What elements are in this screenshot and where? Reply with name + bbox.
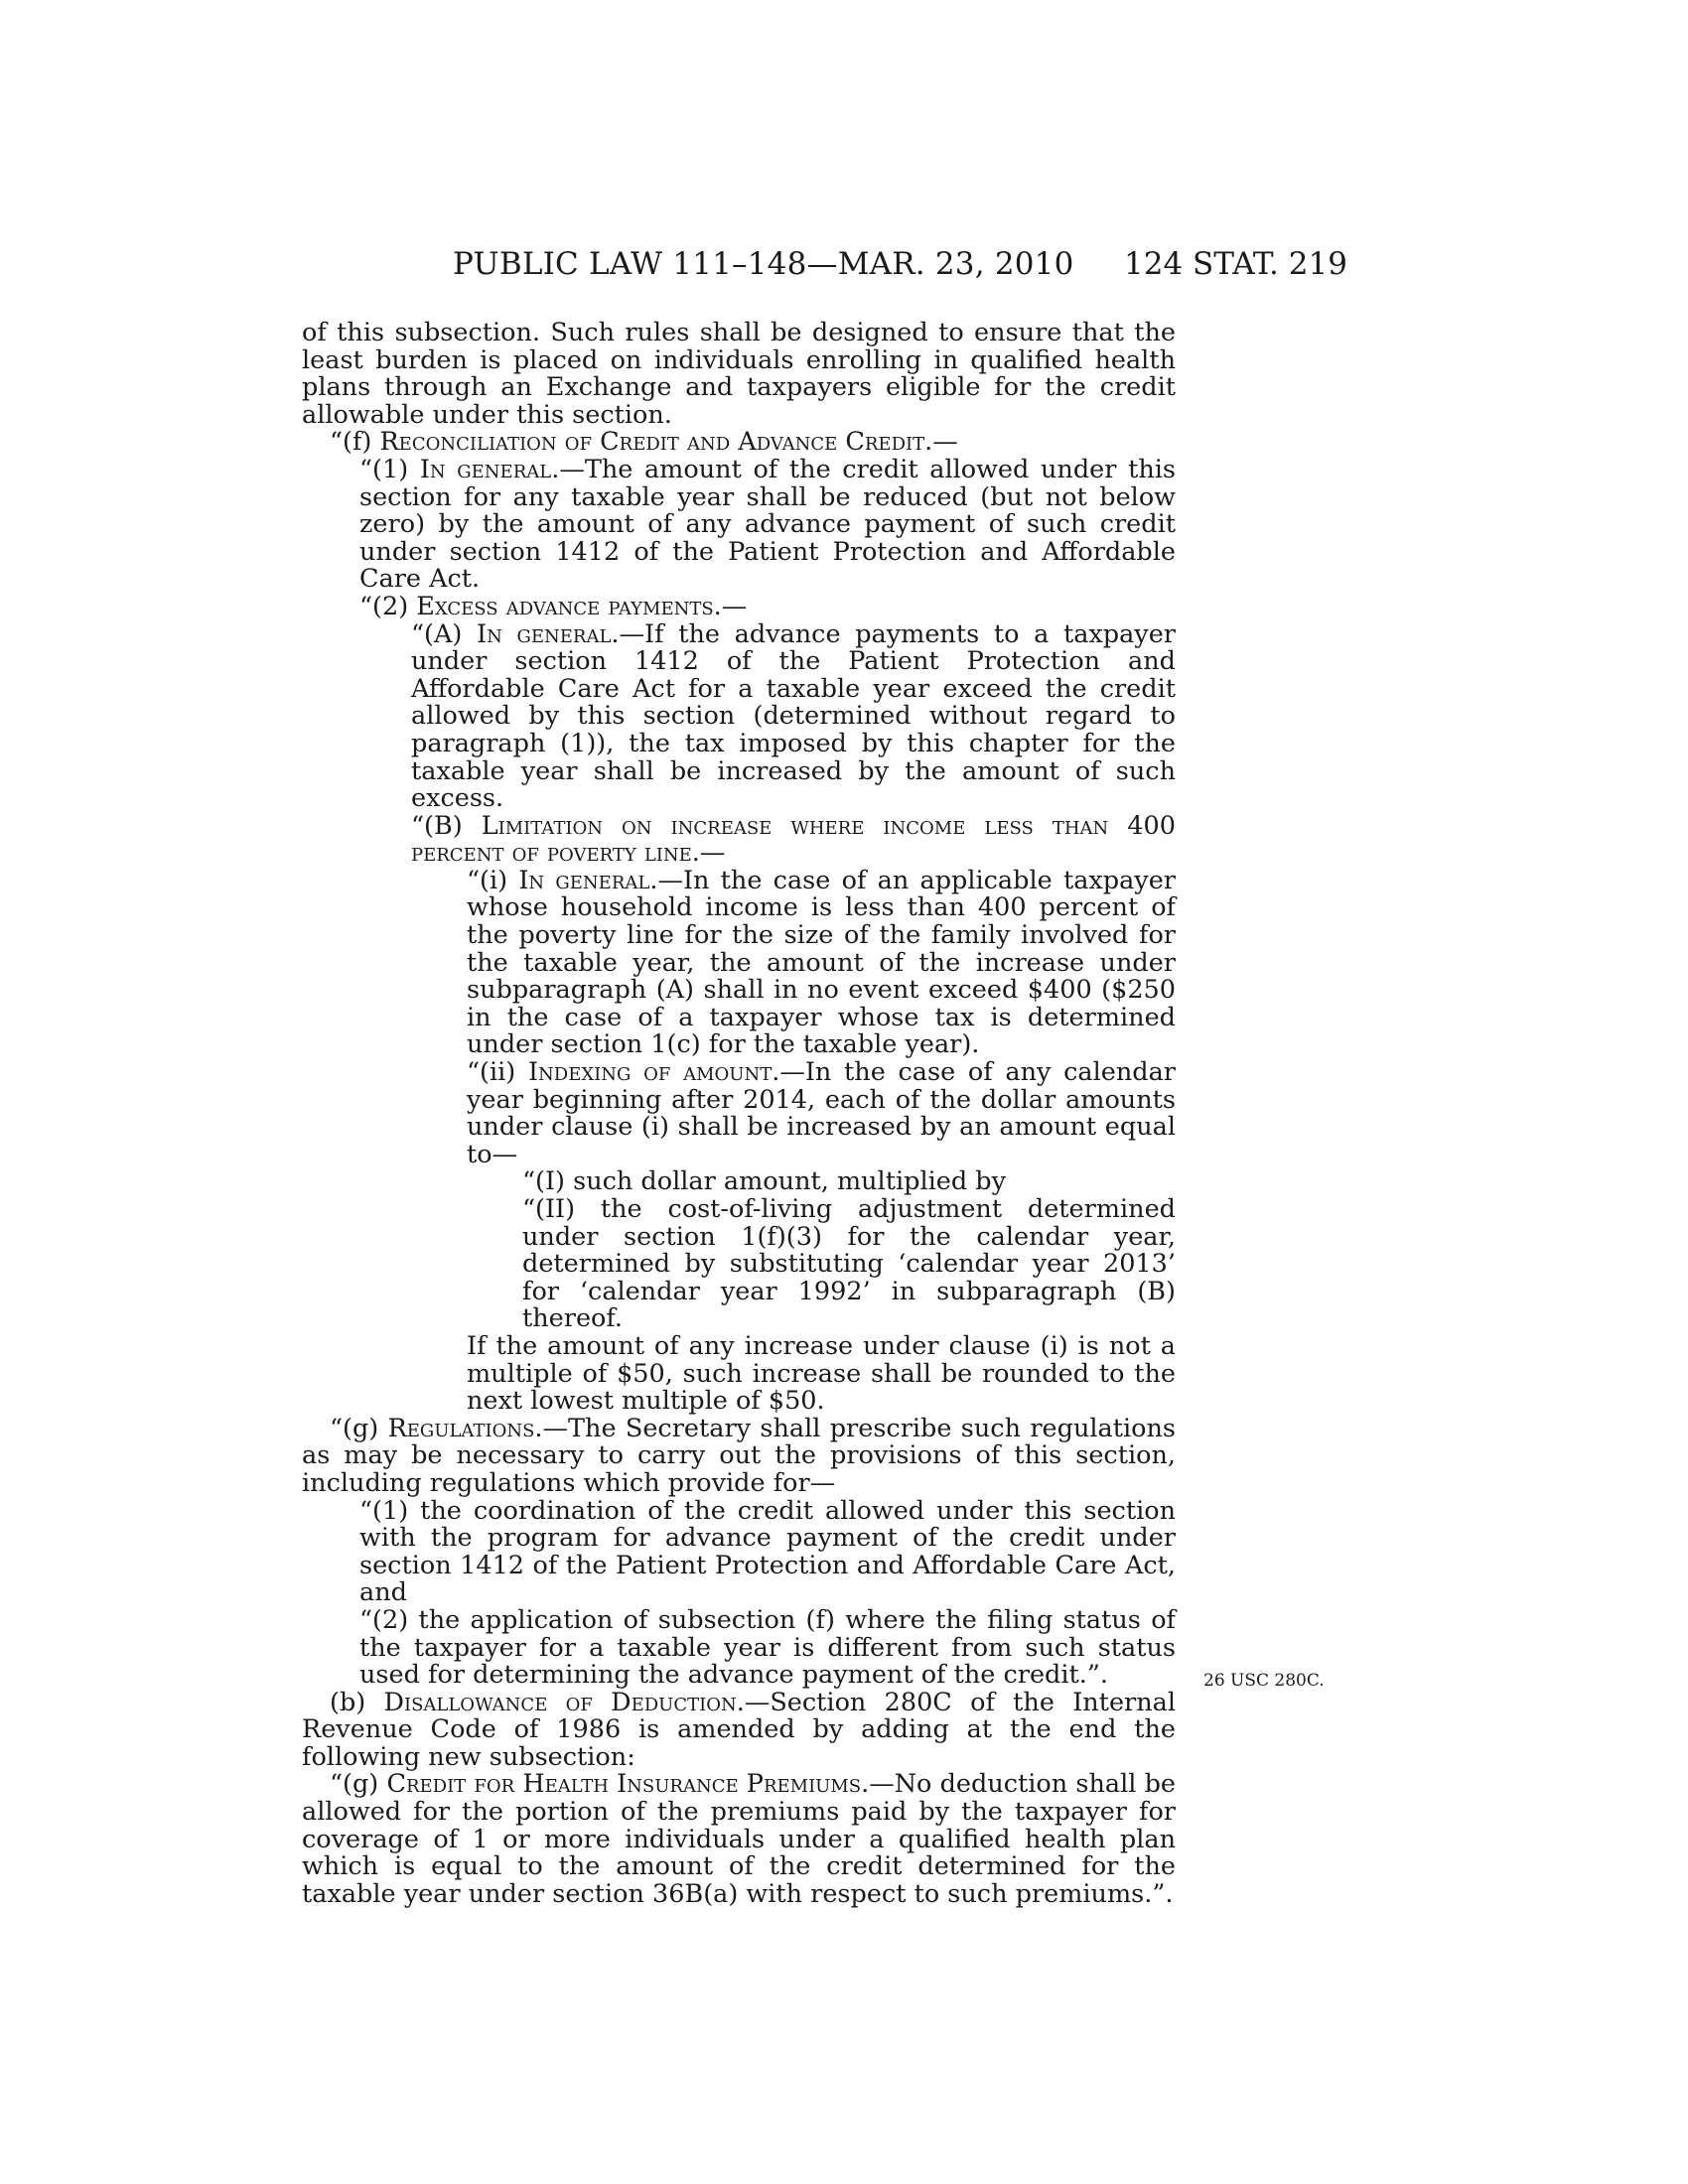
section-title: Disallowance of Deduction.: [383, 1687, 745, 1717]
subsection-title: Regulations.: [387, 1413, 543, 1443]
subparagraph-A: [411, 618, 1176, 814]
clause-ii: [467, 1059, 1176, 1168]
subsection-g: [302, 1413, 1176, 1498]
margin-citation-note: 26 USC 280C.: [1203, 1671, 1325, 1691]
paragraph-f2-heading: [359, 591, 1176, 621]
subparagraph-B-heading: [411, 810, 1176, 869]
paragraph-text: If the amount of any increase under clause (i) is not a multiple of $50, such increase shall be rounded to the next lowest multiple of $50.: [467, 1330, 1176, 1417]
rounding-rule: [467, 1330, 1176, 1417]
subsection-label: “(g): [330, 1769, 387, 1800]
clause-i: [467, 865, 1176, 1060]
paragraph-text: —The amount of the credit allowed under this section for any taxable year shall be reduced (but not below zero) by the amount of any advance payment of such credit under section 1412 of the Patient Protection and Affordable Care Act.: [359, 454, 1177, 595]
subsection-title: Credit for Health Insurance Premiums.: [386, 1769, 870, 1800]
paragraph-title: Excess advance payments.: [416, 591, 722, 621]
subsection-text: —The Secretary shall prescribe such regulations as may be necessary to carry out the provisions of this section, including regulations which provide for—: [302, 1413, 1176, 1498]
clause-label: “(i): [467, 865, 519, 895]
subparagraph-label: “(B): [411, 810, 482, 841]
subsection-text: —No deduction shall be allowed for the portion of the premiums paid by the taxpayer for coverage of 1 or more individuals under a qualified health plan which is equal to the amount of the credit determined for the taxable year under section 36B(a) with respect to such premiums.”.: [302, 1769, 1176, 1909]
clause-title: In general.: [518, 865, 658, 895]
paragraph-text: of this subsection. Such rules shall be designed to ensure that the least burden is placed on individuals enrolling in qualified health plans through an Exchange and taxpayers eligible for the credit allowable under this section.: [302, 318, 1176, 430]
subsection-label: “(f): [330, 427, 380, 458]
dash: —: [932, 427, 958, 458]
subparagraph-title: Limitation on increase where income less than 400 percent of poverty line.: [411, 810, 1176, 869]
paragraph-title: In general.: [419, 454, 560, 484]
paragraph-text: “(2) the application of subsection (f) where the filing status of the taxpayer for a taxable year is different from such status used for determining the advance payment of the credit.”.: [359, 1604, 1176, 1691]
subclause-text: “(II) the cost-of-living adjustment determined under section 1(f)(3) for the calendar year, determined by substituting ‘calendar year 2013’ for ‘calendar year 1992’ in subparagraph (B) thereof.: [522, 1194, 1176, 1334]
paragraph-g1: [359, 1495, 1176, 1608]
clause-text: —In the case of an applicable taxpayer whose household income is less than 400 percent of the poverty line for the size of the family involved for the taxable year, the amount of the increase under subparagraph (A) shall in no event exceed $400 ($250 in the case of a taxpayer whose tax is determined under section 1(c) for the taxable year).: [467, 865, 1176, 1060]
paragraph-f1: [359, 454, 1177, 595]
subsection-label: “(g): [330, 1413, 388, 1443]
paragraph-intro: [302, 320, 1176, 429]
clause-label: “(ii): [467, 1057, 528, 1088]
paragraph-text: “(1) the coordination of the credit allowed under this section with the program for advance payment of the credit under section 1412 of the Patient Protection and Affordable Care Act, and: [359, 1495, 1176, 1608]
paragraph-g2: [359, 1604, 1176, 1691]
running-head: PUBLIC LAW 111–148—MAR. 23, 2010: [453, 246, 1074, 282]
subparagraph-label: “(A): [411, 618, 478, 649]
paragraph-label: “(1): [359, 454, 420, 484]
subclause-text: “(I) such dollar amount, multiplied by: [522, 1166, 1007, 1197]
subparagraph-text: —If the advance payments to a taxpayer under section 1412 of the Patient Protection and Affordable Care Act for a taxable year exceed the credit allowed by this section (determined without regard to paragraph (1)), the tax imposed by this chapter for the taxable year shall be increased by the amount of such excess.: [411, 618, 1176, 814]
section-text: —Section 280C of the Internal Revenue Code of 1986 is amended by adding at the end the following new subsection:: [302, 1687, 1177, 1772]
dash: —: [721, 591, 748, 621]
statute-body: [302, 320, 1176, 1908]
section-b: [302, 1687, 1177, 1772]
section-label: (b): [330, 1687, 384, 1717]
new-subsection-g: [302, 1771, 1176, 1908]
subclause-I: [467, 1168, 1176, 1196]
subsection-title: Reconciliation of Credit and Advance Credit.: [379, 427, 933, 458]
subsection-f-heading: [302, 429, 1176, 457]
paragraph-label: “(2): [359, 591, 417, 621]
clause-text: —In the case of any calendar year beginning after 2014, each of the dollar amounts under clause (i) shall be increased by an amount equal to—: [467, 1057, 1176, 1169]
subparagraph-title: In general.: [477, 618, 620, 649]
subclause-II: [467, 1196, 1176, 1333]
statute-page-reference: 124 STAT. 219: [1124, 246, 1347, 282]
dash: —: [699, 838, 726, 869]
clause-title: Indexing of amount.: [527, 1057, 780, 1088]
